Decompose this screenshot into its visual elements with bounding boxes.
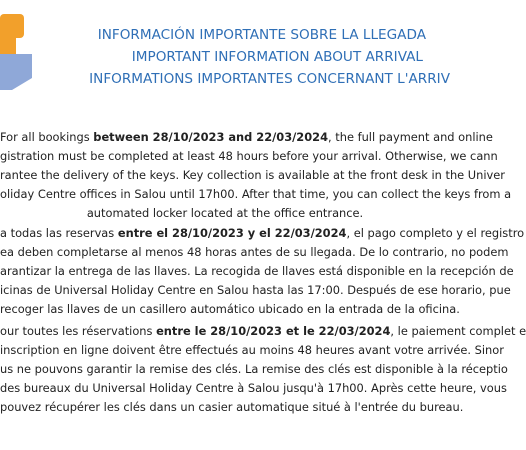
english-line-2: gistration must be completed at least 48 hours before your arrival. Otherwise, we cann (0, 149, 498, 163)
english-line-5: automated locker located at the office entrance. (86, 206, 364, 220)
spanish-line-1 (0, 224, 525, 243)
header-title-english: IMPORTANT INFORMATION ABOUT ARRIVAL (131, 49, 423, 65)
spanish-line-2: ea deben completarse al menos 48 horas antes de su llegada. De lo contrario, no podem (0, 245, 509, 259)
french-line-1 (0, 322, 526, 341)
spanish-date-range: entre el 28/10/2023 y el 22/03/2024 (117, 226, 347, 240)
header-title-spanish: INFORMACIÓN IMPORTANTE SOBRE LA LLEGADA (97, 27, 426, 43)
spanish-line-1-end: , el pago completo y el registro (346, 226, 525, 240)
spanish-line-1-start: a todas las reservas (0, 226, 118, 240)
english-line-1-end: , the full payment and online (328, 130, 493, 144)
french-line-1-end: , le paiement complet e (390, 324, 526, 338)
english-line-1 (0, 128, 493, 147)
french-line-4: des bureaux du Universal Holiday Centre à Salou jusqu'à 17h00. Après cette heure, vous (0, 381, 507, 395)
english-line-3: rantee the delivery of the keys. Key collection is available at the front desk in the Univer (0, 168, 505, 182)
french-line-5: pouvez récupérer les clés dans un casier automatique situé à l'entrée du bureau. (0, 400, 464, 414)
spanish-line-3: arantizar la entrega de las llaves. La recogida de llaves está disponible en la recepción de (0, 264, 514, 278)
english-date-range: between 28/10/2023 and 22/03/2024 (93, 130, 329, 144)
spanish-line-5: recoger las llaves de un casillero automático ubicado en la entrada de la oficina. (0, 302, 460, 316)
header-title-french: INFORMATIONS IMPORTANTES CONCERNANT L'ARRIV (89, 71, 450, 87)
french-line-3: us ne pouvons garantir la remise des clés. La remise des clés est disponible à la réceptio (0, 362, 508, 376)
spanish-line-4: icinas de Universal Holiday Centre en Salou hasta las 17:00. Después de ese horario, pue (0, 283, 511, 297)
english-line-1-start: For all bookings (0, 130, 94, 144)
french-line-2: inscription en ligne doivent être effectués au moins 48 heures avant votre arrivée. Sinor (0, 343, 504, 357)
english-line-4: oliday Centre offices in Salou until 17h00. After that time, you can collect the keys from a (0, 187, 512, 201)
french-date-range: entre le 28/10/2023 et le 22/03/2024 (156, 324, 391, 338)
french-line-1-start: our toutes les réservations (0, 324, 157, 338)
